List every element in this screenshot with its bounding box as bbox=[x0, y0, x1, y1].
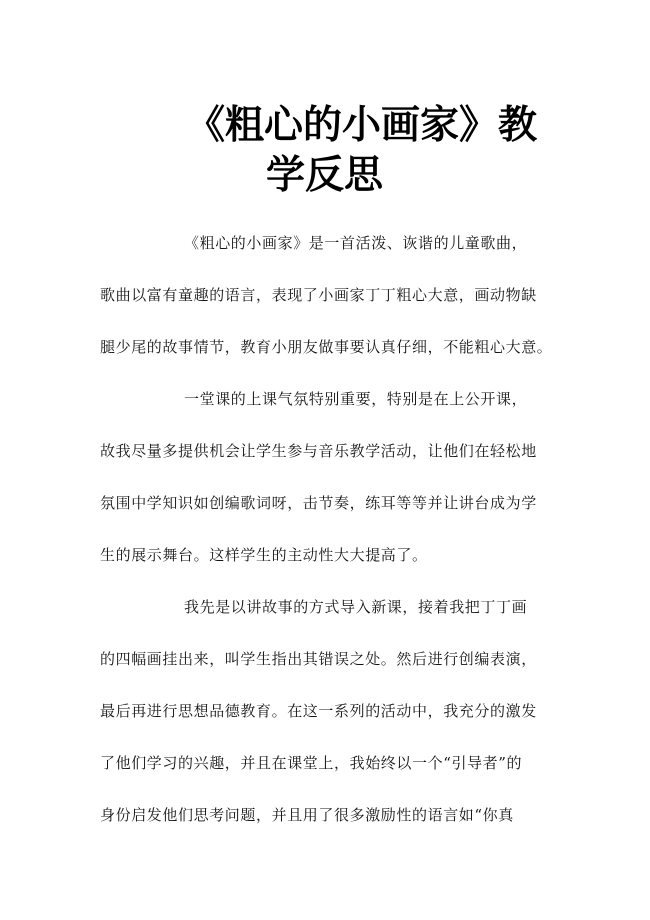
paragraph-2-line-3: 氛围中学知识如创编歌词呀，击节奏，练耳等等并让讲台成为学 bbox=[100, 494, 537, 512]
paragraph-2-line-1: 一堂课的上课气氛特别重要，特别是在上公开课， bbox=[184, 390, 528, 408]
paragraph-3-line-1: 我先是以讲故事的方式导入新课，接着我把丁丁画 bbox=[184, 598, 528, 616]
paragraph-3-line-4: 了他们学习的兴趣，并且在课堂上，我始终以一个“引导者”的 bbox=[100, 754, 523, 772]
document-title-line-1: 《粗心的小画家》教 bbox=[186, 103, 538, 148]
document-title-line-2: 学反思 bbox=[266, 153, 384, 198]
paragraph-2-line-2: 故我尽量多提供机会让学生参与音乐教学活动，让他们在轻松地 bbox=[100, 442, 537, 460]
paragraph-2-line-4: 生的展示舞台。这样学生的主动性大大提高了。 bbox=[100, 546, 428, 564]
paragraph-3-line-5: 身份启发他们思考问题，并且用了很多激励性的语言如“你真 bbox=[100, 806, 514, 824]
paragraph-1-line-1: 《粗心的小画家》是一首活泼、诙谐的儿童歌曲， bbox=[184, 234, 528, 252]
paragraph-1-line-2: 歌曲以富有童趣的语言，表现了小画家丁丁粗心大意，画动物缺 bbox=[100, 286, 537, 304]
paragraph-3-line-2: 的四幅画挂出来，叫学生指出其错误之处。然后进行创编表演， bbox=[100, 650, 537, 668]
paragraph-3-line-3: 最后再进行思想品德教育。在这一系列的活动中，我充分的激发 bbox=[100, 702, 537, 720]
paragraph-1-line-3: 腿少尾的故事情节，教育小朋友做事要认真仔细，不能粗心大意。 bbox=[100, 338, 553, 356]
